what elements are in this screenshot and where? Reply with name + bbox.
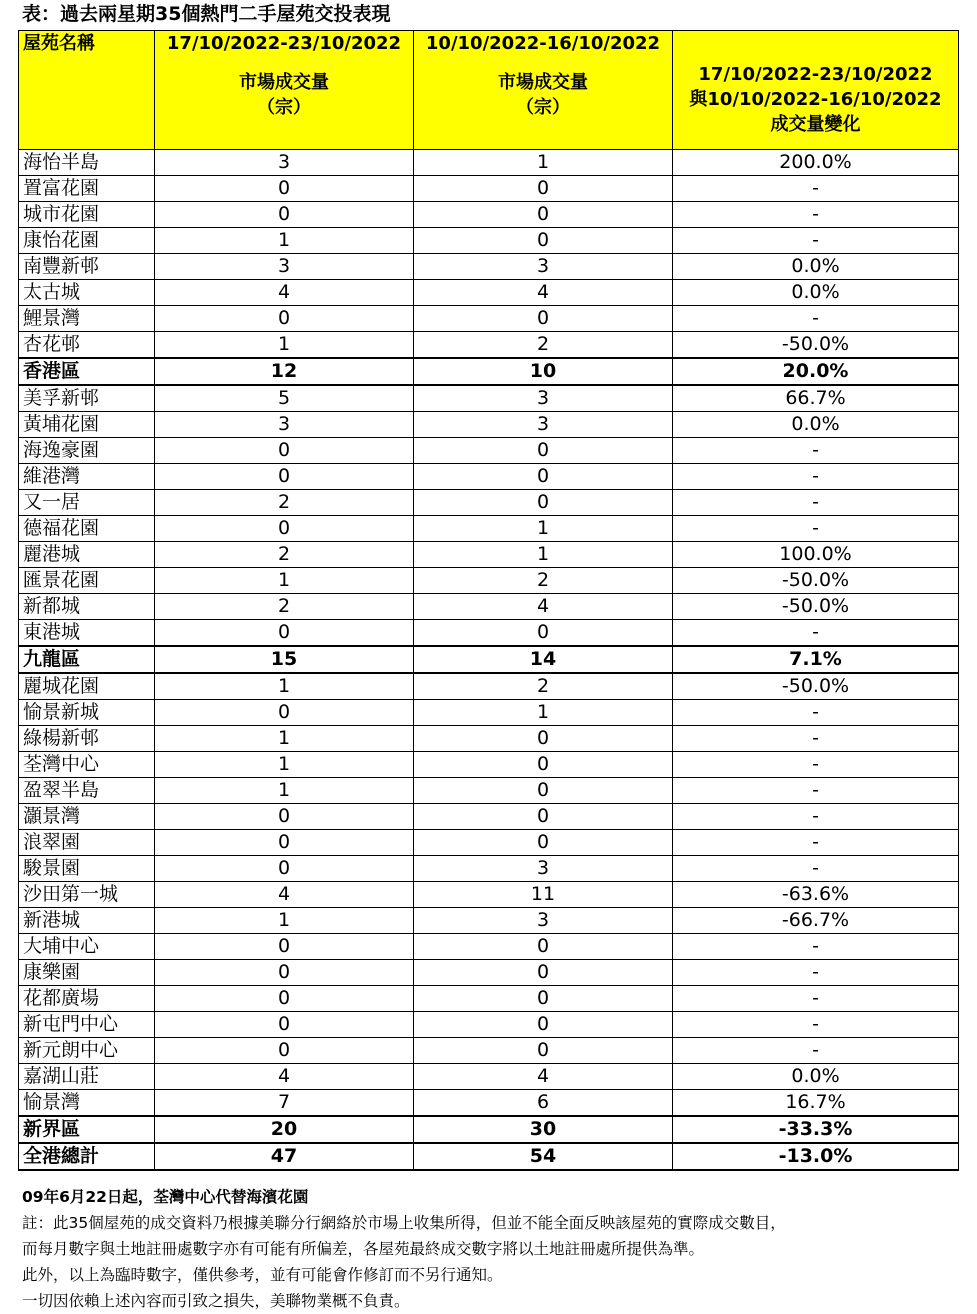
period1-volume-cell: 1	[155, 568, 414, 594]
estate-name-cell: 新屯門中心	[19, 1012, 155, 1038]
change-cell: -	[673, 934, 959, 960]
estate-name-cell: 愉景灣	[19, 1090, 155, 1117]
footnote-disclaimer: 一切因依賴上述內容而引致之損失，美聯物業概不負責。	[22, 1292, 410, 1310]
estate-name-cell: 九龍區	[19, 646, 155, 673]
period1-volume-cell: 4	[155, 1064, 414, 1090]
period2-volume-cell: 0	[414, 934, 673, 960]
table-row	[19, 752, 959, 778]
table-row	[19, 830, 959, 856]
change-cell: -	[673, 700, 959, 726]
change-cell: -	[673, 464, 959, 490]
header-period1	[155, 31, 414, 150]
table-row	[19, 228, 959, 254]
change-cell: -	[673, 516, 959, 542]
estate-name-cell: 匯景花園	[19, 568, 155, 594]
table-row	[19, 202, 959, 228]
change-cell: -33.3%	[673, 1116, 959, 1143]
period2-volume-cell: 4	[414, 594, 673, 620]
estate-name-cell: 又一居	[19, 490, 155, 516]
header-change-line1: 17/10/2022-23/10/2022	[698, 63, 933, 85]
estate-name-cell: 香港區	[19, 358, 155, 385]
period2-volume-cell: 0	[414, 438, 673, 464]
estate-name-cell: 嘉湖山莊	[19, 1064, 155, 1090]
period1-volume-cell: 4	[155, 882, 414, 908]
summary-row	[19, 1116, 959, 1143]
period2-volume-cell: 0	[414, 778, 673, 804]
estate-name-cell: 維港灣	[19, 464, 155, 490]
change-cell: 0.0%	[673, 1064, 959, 1090]
period2-volume-cell: 1	[414, 516, 673, 542]
period1-volume-cell: 4	[155, 280, 414, 306]
footnote-replacement: 09年6月22日起，荃灣中心代替海濱花園	[22, 1188, 309, 1206]
table-row	[19, 856, 959, 882]
table-row	[19, 1090, 959, 1117]
period1-volume-cell: 3	[155, 150, 414, 176]
estate-name-cell: 駿景園	[19, 856, 155, 882]
period2-volume-cell: 6	[414, 1090, 673, 1117]
estate-name-cell: 美孚新邨	[19, 385, 155, 412]
period1-volume-cell: 2	[155, 490, 414, 516]
table-row	[19, 908, 959, 934]
table-row	[19, 464, 959, 490]
change-cell: -	[673, 202, 959, 228]
change-cell: -	[673, 804, 959, 830]
header-change-line3: 成交量變化	[770, 113, 861, 135]
period1-volume-cell: 0	[155, 202, 414, 228]
estate-name-cell: 置富花園	[19, 176, 155, 202]
estate-name-cell: 南豐新邨	[19, 254, 155, 280]
period1-volume-cell: 0	[155, 438, 414, 464]
estate-name-cell: 德福花園	[19, 516, 155, 542]
change-cell: -50.0%	[673, 568, 959, 594]
change-cell: -	[673, 726, 959, 752]
estate-name-cell: 鯉景灣	[19, 306, 155, 332]
footnote-deviation: 而每月數字與土地註冊處數字亦有可能有所偏差，各屋苑最終成交數字將以土地註冊處所提供為準。	[22, 1240, 705, 1258]
period1-volume-cell: 3	[155, 254, 414, 280]
change-cell: -13.0%	[673, 1143, 959, 1170]
period1-volume-cell: 0	[155, 620, 414, 647]
period2-volume-cell: 54	[414, 1143, 673, 1170]
period1-volume-cell: 1	[155, 332, 414, 359]
change-cell: 100.0%	[673, 542, 959, 568]
table-row	[19, 568, 959, 594]
period2-volume-cell: 0	[414, 804, 673, 830]
period2-volume-cell: 4	[414, 1064, 673, 1090]
estate-name-cell: 太古城	[19, 280, 155, 306]
change-cell: 0.0%	[673, 280, 959, 306]
table-row	[19, 490, 959, 516]
period2-volume-cell: 0	[414, 228, 673, 254]
estate-name-cell: 大埔中心	[19, 934, 155, 960]
table-row	[19, 385, 959, 412]
period2-volume-cell: 0	[414, 960, 673, 986]
period1-volume-cell: 0	[155, 516, 414, 542]
estate-name-cell: 全港總計	[19, 1143, 155, 1170]
header-row	[19, 31, 959, 150]
table-row	[19, 542, 959, 568]
summary-row	[19, 358, 959, 385]
period2-volume-cell: 10	[414, 358, 673, 385]
period2-volume-cell: 0	[414, 752, 673, 778]
period1-volume-cell: 0	[155, 1038, 414, 1064]
header-period2-unit: （宗）	[516, 97, 570, 118]
change-cell: -	[673, 960, 959, 986]
period2-volume-cell: 0	[414, 490, 673, 516]
change-cell: -	[673, 856, 959, 882]
period1-volume-cell: 0	[155, 830, 414, 856]
period2-volume-cell: 30	[414, 1116, 673, 1143]
change-cell: -	[673, 986, 959, 1012]
period1-volume-cell: 0	[155, 464, 414, 490]
table-row	[19, 438, 959, 464]
period1-volume-cell: 1	[155, 673, 414, 700]
period2-volume-cell: 0	[414, 620, 673, 647]
table-row	[19, 306, 959, 332]
period1-volume-cell: 1	[155, 726, 414, 752]
period1-volume-cell: 0	[155, 804, 414, 830]
change-cell: -	[673, 778, 959, 804]
table-row	[19, 516, 959, 542]
period2-volume-cell: 11	[414, 882, 673, 908]
table-body	[19, 150, 959, 1171]
change-cell: -	[673, 306, 959, 332]
estate-name-cell: 新港城	[19, 908, 155, 934]
estate-name-cell: 綠楊新邨	[19, 726, 155, 752]
period1-volume-cell: 0	[155, 1012, 414, 1038]
period2-volume-cell: 3	[414, 908, 673, 934]
estate-name-cell: 沙田第一城	[19, 882, 155, 908]
table-row	[19, 332, 959, 359]
period1-volume-cell: 0	[155, 306, 414, 332]
change-cell: -	[673, 1012, 959, 1038]
table-row	[19, 620, 959, 647]
footnote-provisional: 此外，以上為臨時數字，僅供參考，並有可能會作修訂而不另行通知。	[22, 1266, 503, 1284]
change-cell: 7.1%	[673, 646, 959, 673]
period2-volume-cell: 2	[414, 568, 673, 594]
period1-volume-cell: 5	[155, 385, 414, 412]
period2-volume-cell: 0	[414, 1012, 673, 1038]
table-row	[19, 1064, 959, 1090]
estate-name-cell: 花都廣場	[19, 986, 155, 1012]
change-cell: -	[673, 620, 959, 647]
period2-volume-cell: 1	[414, 700, 673, 726]
period2-volume-cell: 14	[414, 646, 673, 673]
period2-volume-cell: 3	[414, 385, 673, 412]
estate-name-cell: 麗港城	[19, 542, 155, 568]
header-period2-dates: 10/10/2022-16/10/2022	[425, 33, 661, 54]
period2-volume-cell: 0	[414, 830, 673, 856]
period2-volume-cell: 0	[414, 176, 673, 202]
change-cell: 0.0%	[673, 412, 959, 438]
period1-volume-cell: 0	[155, 176, 414, 202]
estate-name-cell: 愉景新城	[19, 700, 155, 726]
footnotes	[22, 1184, 786, 1314]
table-row	[19, 882, 959, 908]
change-cell: -	[673, 438, 959, 464]
change-cell: 20.0%	[673, 358, 959, 385]
period1-volume-cell: 3	[155, 412, 414, 438]
footnote-source: 註：此35個屋苑的成交資料乃根據美聯分行網絡於市場上收集所得，但並不能全面反映該屋苑的實際成交數目，	[22, 1214, 786, 1232]
summary-row	[19, 646, 959, 673]
period1-volume-cell: 2	[155, 594, 414, 620]
table-row	[19, 150, 959, 176]
table-row	[19, 960, 959, 986]
period2-volume-cell: 0	[414, 726, 673, 752]
estate-name-cell: 新都城	[19, 594, 155, 620]
period1-volume-cell: 0	[155, 986, 414, 1012]
estate-name-cell: 新元朗中心	[19, 1038, 155, 1064]
table-row	[19, 1038, 959, 1064]
header-period1-label: 市場成交量	[239, 72, 329, 93]
period1-volume-cell: 0	[155, 700, 414, 726]
table-row	[19, 280, 959, 306]
header-change-line2: 與10/10/2022-16/10/2022	[689, 88, 942, 110]
period1-volume-cell: 15	[155, 646, 414, 673]
estate-name-cell: 黃埔花園	[19, 412, 155, 438]
header-period2-label: 市場成交量	[498, 72, 588, 93]
change-cell: -50.0%	[673, 332, 959, 359]
table-row	[19, 986, 959, 1012]
table-row	[19, 778, 959, 804]
period1-volume-cell: 1	[155, 752, 414, 778]
period1-volume-cell: 1	[155, 778, 414, 804]
table-title: 表：過去兩星期35個熱門二手屋苑交投表現	[22, 3, 391, 25]
estate-name-cell: 浪翠園	[19, 830, 155, 856]
table-row	[19, 934, 959, 960]
period2-volume-cell: 0	[414, 1038, 673, 1064]
period2-volume-cell: 3	[414, 254, 673, 280]
change-cell: -	[673, 830, 959, 856]
summary-row	[19, 1143, 959, 1170]
table-row	[19, 176, 959, 202]
table-row	[19, 412, 959, 438]
change-cell: -50.0%	[673, 594, 959, 620]
estate-name-cell: 麗城花園	[19, 673, 155, 700]
table-row	[19, 254, 959, 280]
period2-volume-cell: 0	[414, 202, 673, 228]
change-cell: -66.7%	[673, 908, 959, 934]
estate-name-cell: 海逸豪園	[19, 438, 155, 464]
change-cell: -	[673, 490, 959, 516]
period2-volume-cell: 2	[414, 332, 673, 359]
period2-volume-cell: 0	[414, 306, 673, 332]
period1-volume-cell: 1	[155, 228, 414, 254]
period2-volume-cell: 1	[414, 150, 673, 176]
header-change	[673, 31, 959, 150]
period2-volume-cell: 3	[414, 856, 673, 882]
table-row	[19, 1012, 959, 1038]
change-cell: -	[673, 1038, 959, 1064]
period1-volume-cell: 1	[155, 908, 414, 934]
change-cell: -	[673, 176, 959, 202]
period2-volume-cell: 0	[414, 464, 673, 490]
estate-name-cell: 荃灣中心	[19, 752, 155, 778]
period1-volume-cell: 20	[155, 1116, 414, 1143]
estate-name-cell: 海怡半島	[19, 150, 155, 176]
change-cell: -	[673, 228, 959, 254]
table-row	[19, 804, 959, 830]
change-cell: 200.0%	[673, 150, 959, 176]
estate-name-cell: 康怡花園	[19, 228, 155, 254]
period2-volume-cell: 4	[414, 280, 673, 306]
estate-name-cell: 杏花邨	[19, 332, 155, 359]
period2-volume-cell: 0	[414, 986, 673, 1012]
period1-volume-cell: 0	[155, 960, 414, 986]
period1-volume-cell: 2	[155, 542, 414, 568]
table-row	[19, 594, 959, 620]
change-cell: -50.0%	[673, 673, 959, 700]
estate-name-cell: 新界區	[19, 1116, 155, 1143]
transactions-table	[18, 30, 959, 1171]
header-period1-unit: （宗）	[257, 97, 311, 118]
period2-volume-cell: 1	[414, 542, 673, 568]
estate-name-cell: 東港城	[19, 620, 155, 647]
table-row	[19, 700, 959, 726]
estate-name-cell: 城市花園	[19, 202, 155, 228]
change-cell: 16.7%	[673, 1090, 959, 1117]
header-period2	[414, 31, 673, 150]
period2-volume-cell: 3	[414, 412, 673, 438]
period1-volume-cell: 47	[155, 1143, 414, 1170]
period1-volume-cell: 0	[155, 856, 414, 882]
estate-name-cell: 盈翠半島	[19, 778, 155, 804]
header-estate-name: 屋苑名稱	[19, 31, 155, 150]
period1-volume-cell: 0	[155, 934, 414, 960]
table-row	[19, 673, 959, 700]
estate-name-cell: 灝景灣	[19, 804, 155, 830]
estate-name-cell: 康樂園	[19, 960, 155, 986]
change-cell: 66.7%	[673, 385, 959, 412]
period1-volume-cell: 7	[155, 1090, 414, 1117]
period2-volume-cell: 2	[414, 673, 673, 700]
change-cell: -63.6%	[673, 882, 959, 908]
change-cell: 0.0%	[673, 254, 959, 280]
header-period1-dates: 17/10/2022-23/10/2022	[166, 33, 402, 54]
period1-volume-cell: 12	[155, 358, 414, 385]
change-cell: -	[673, 752, 959, 778]
table-row	[19, 726, 959, 752]
